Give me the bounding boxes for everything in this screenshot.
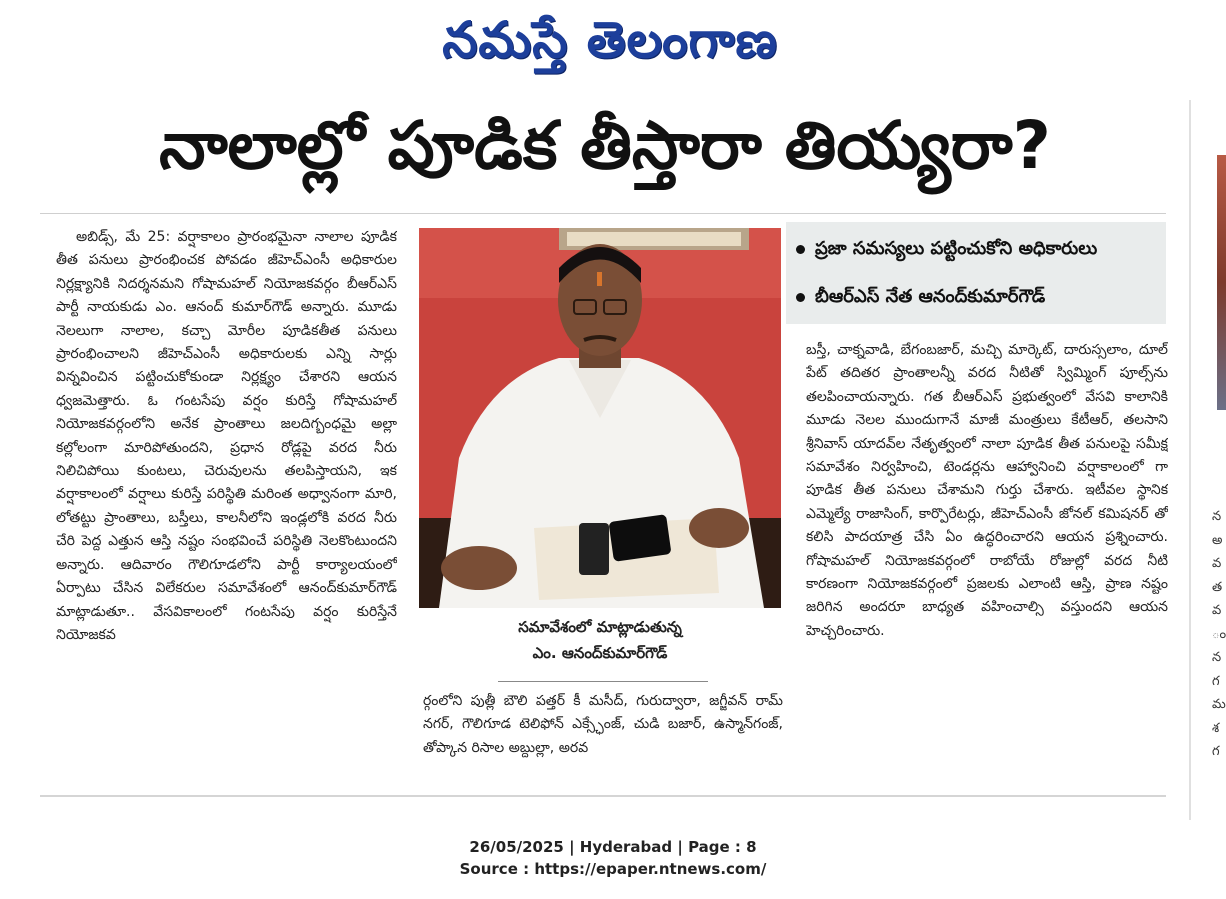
kicker-point-2-text: బీఆర్ఎస్ నేత ఆనంద్‌కుమార్‌గౌడ్ — [815, 286, 1046, 307]
photo-speaker-illustration — [419, 228, 781, 608]
article-column-left — [56, 226, 397, 778]
kicker-point-2 — [796, 280, 1045, 314]
footer-dateline: 26/05/2025 | Hyderabad | Page : 8 — [469, 838, 757, 856]
article-column-middle — [423, 690, 783, 780]
caption-divider — [498, 681, 708, 682]
adjacent-article-photo-fragment — [1217, 155, 1226, 410]
adjacent-article-text-fragment: న అ వ త వ ం న గ మ శ గ — [1212, 509, 1226, 759]
article-body-middle: ర్గంలోని పుత్లీ బౌలి పత్తర్ కీ మసీద్, గురుద్వారా, జగ్జీవన్ రామ్ నగర్, గౌలిగూడ టెలిఫోన్ ఎక్స్ఛేంజ్, చుడి బజార్, ఉస్మాన్‌గంజ్, తోప్కాన రిసాల అబ్దుల్లా, అరవ — [423, 693, 783, 756]
bottom-divider — [40, 795, 1166, 797]
page-footer — [380, 836, 846, 880]
article-body-left: అబిడ్స్, మే 25: వర్షాకాలం ప్రారంభమైనా నాలాల పూడిక తీత పనులు ప్రారంభించక పోవడం జీహెచ్ఎంసీ అధికారుల నిర్లక్ష్యానికి నిదర్శనమని గోషామహల్ నియోజకవర్గం బీఆర్ఎస్ పార్టీ నాయకుడు ఎం. ఆనంద్ కుమార్‌గౌడ్ అన్నారు. మూడు నెలలుగా నాలాల, కచ్చా మోరీల పూడికతీత పనులు ప్రారంభించాలని జీహెచ్ఎంసీ అధికారులకు ఎన్ని సార్లు విన్నవించిన పట్టించుకోకుండా నిర్లక్ష్యం చేశారని ఆయన ధ్వజమెత్తారు. ఓ గంటసేపు వర్షం కురిస్తే గోషామహల్ నియోజకవర్గంలోని అనేక ప్రాంతాలు జలదిగ్బంధమై అల్లా కల్లోలంగా మారిపోతుందని, ప్రధాన రోడ్లపై వరద నీరు నిలిచిపోయి కుంటలు, చెరువులను తలపిస్తాయని, ఇక వర్షాకాలంలో వర్షాలు కురిస్తే పరిస్థితి మరింత అధ్వానంగా మారి, లోతట్టు ప్రాంతాలు, బస్తీలు, కాలనీలోని ఇండ్లలోకి వరద నీరు చేరి పెద్ద ఎత్తున ఆస్తి నష్టం సంభవించే పరిస్థితి నెలకొంటుందని అన్నారు. ఆదివారం గౌలిగూడలోని పార్టీ కార్యాలయంలో ఏర్పాటు చేసిన విలేకరుల సమావేశంలో ఆనంద్‌కుమార్‌గౌడ్ మాట్లాడుతూ.. వేసవికాలంలో గంటసేపు వర్షం కురిస్తేనే నియోజకవ — [56, 229, 397, 643]
article-body-right: బస్తీ, చాక్నవాడి, బేగంబజార్, మచ్చి మార్కెట్, దారుస్సలాం, దూల్ పేట్ తదితర ప్రాంతాలన్నీ వరద నీటితో స్విమ్మింగ్ పూల్స్‌ను తలపించాయన్నారు. గత బీఆర్ఎస్ ప్రభుత్వంలో వేసవి కాలానికి మూడు నెలల ముందుగానే మాజీ మంత్రులు కేటీఆర్, తలసాని శ్రీనివాస్ యాదవ్‌ల నేతృత్వంలో నాలా పూడిక తీత పనులపై సమీక్ష సమావేశం నిర్వహించి, టెండర్లను ఆహ్వానించి వర్షాకాలంలో గా పూడిక తీత పనులు చేశామని గుర్తు చేశారు. ఇటీవల స్థానిక ఎమ్మెల్యే రాజాసింగ్, కార్పొరేటర్లు, జీహెచ్ఎంసీ జోనల్ కమిషనర్ తో కలిసి పాదయాత్ర చేసి ఏం ఉద్ధరించారని ఆయన ప్రశ్నించారు. గోషామహల్ నియోజకవర్గంలో రాబోయే రోజుల్లో వరద నీటి కారణంగా నియోజకవర్గంలో ప్రజలకు ఎలాంటి ఆస్తి, ప్రాణ నష్టం జరిగిన అందరూ బాధ్యత వహించాల్సి వస్తుందని ఆయన హెచ్చరించారు. — [806, 342, 1168, 639]
kicker-box — [786, 222, 1166, 324]
footer-source-link[interactable]: Source : https://epaper.ntnews.com/ — [459, 860, 767, 878]
photo-caption-line1: సమావేశంలో మాట్లాడుతున్న — [518, 618, 682, 636]
newspaper-masthead-logo: నమస్తే తెలంగాణ — [442, 11, 778, 69]
article-column-right — [806, 339, 1168, 779]
photo-caption-line2: ఎం. ఆనంద్‌కుమార్‌గౌడ్ — [532, 644, 668, 662]
top-divider — [40, 213, 1166, 214]
adjacent-article-divider — [1189, 100, 1191, 820]
bullet-icon — [796, 245, 805, 254]
kicker-point-1-text: ప్రజా సమస్యలు పట్టించుకోని అధికారులు — [815, 238, 1098, 259]
article-headline: నాలాల్లో పూడిక తీస్తారా తియ్యరా? — [159, 107, 1051, 184]
photo-caption — [419, 614, 781, 678]
article-photo — [419, 228, 781, 608]
bullet-icon — [796, 293, 805, 302]
kicker-point-1 — [796, 232, 1097, 266]
